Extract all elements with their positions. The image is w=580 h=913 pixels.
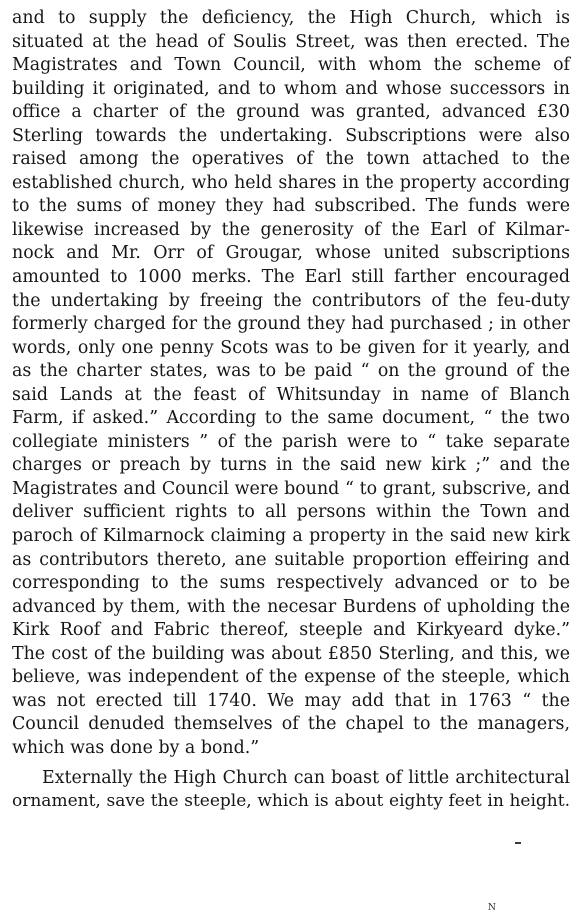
paragraph-2 xyxy=(12,767,570,814)
text-line: advanced by them, with the necesar Burdens of upholding the xyxy=(12,596,570,617)
text-line: formerly charged for the ground they had purchased ; in other xyxy=(12,314,570,335)
text-line: as the charter states, was to be paid “ on the ground of the xyxy=(12,361,570,382)
text-line: established church, who held shares in the property according xyxy=(12,172,570,193)
text-line: Sterling towards the undertaking. Subscriptions were also xyxy=(12,125,570,146)
text-line: was not erected till 1740. We may add that in 1763 “ the xyxy=(12,690,570,711)
signature-mark: N xyxy=(488,903,496,913)
text-line: The cost of the building was about £850 Sterling, and this, we xyxy=(12,643,570,664)
text-line: as contributors thereto, ane suitable proportion effeiring and xyxy=(12,549,570,570)
text-line: paroch of Kilmarnock claiming a property in the said new kirk xyxy=(12,526,570,547)
text-line: the undertaking by freeing the contributors of the feu-duty xyxy=(12,290,570,311)
text-line: nock and Mr. Orr of Grougar, whose united subscriptions xyxy=(12,243,570,264)
text-line: corresponding to the sums respectively advanced or to be xyxy=(12,573,570,594)
text-line: office a charter of the ground was granted, advanced £30 xyxy=(12,102,570,123)
text-line: Externally the High Church can boast of little architectural xyxy=(42,767,570,788)
text-line: deliver sufficient rights to all persons within the Town and xyxy=(12,502,570,523)
text-line: amounted to 1000 merks. The Earl still farther encouraged xyxy=(12,267,570,288)
text-line: and to supply the deficiency, the High Church, which is xyxy=(12,8,570,28)
printer-dash-mark xyxy=(515,842,521,844)
text-line: said Lands at the feast of Whitsunday in name of Blanch xyxy=(12,384,570,405)
text-line: likewise increased by the generosity of the Earl of Kilmar- xyxy=(12,219,570,240)
text-line: raised among the operatives of the town attached to the xyxy=(12,149,570,170)
text-line: building it originated, and to whom and whose successors in xyxy=(12,78,570,99)
text-line: to the sums of money they had subscribed. The funds were xyxy=(12,196,570,217)
text-line: Kirk Roof and Fabric thereof, steeple and Kirkyeard dyke.” xyxy=(12,620,570,641)
document-page xyxy=(12,7,570,814)
text-line: charges or preach by turns in the said new kirk ;” and the xyxy=(12,455,570,476)
text-line: which was done by a bond.” xyxy=(12,737,260,758)
text-line: Magistrates and Council were bound “ to grant, subscrive, and xyxy=(12,478,570,499)
text-line: believe, was independent of the expense of the steeple, which xyxy=(12,667,570,688)
text-line: Farm, if asked.” According to the same document, “ the two xyxy=(12,408,570,429)
text-line: collegiate ministers ” of the parish were to “ take separate xyxy=(12,431,570,452)
text-line: words, only one penny Scots was to be given for it yearly, and xyxy=(12,337,570,358)
text-line: Council denuded themselves of the chapel to the managers, xyxy=(12,714,570,735)
text-line: ornament, save the steeple, which is about eighty feet in height. xyxy=(12,791,570,812)
text-line: Magistrates and Town Council, with whom the scheme of xyxy=(12,55,570,76)
paragraph-1 xyxy=(12,7,570,761)
text-line: situated at the head of Soulis Street, was then erected. The xyxy=(12,31,570,52)
